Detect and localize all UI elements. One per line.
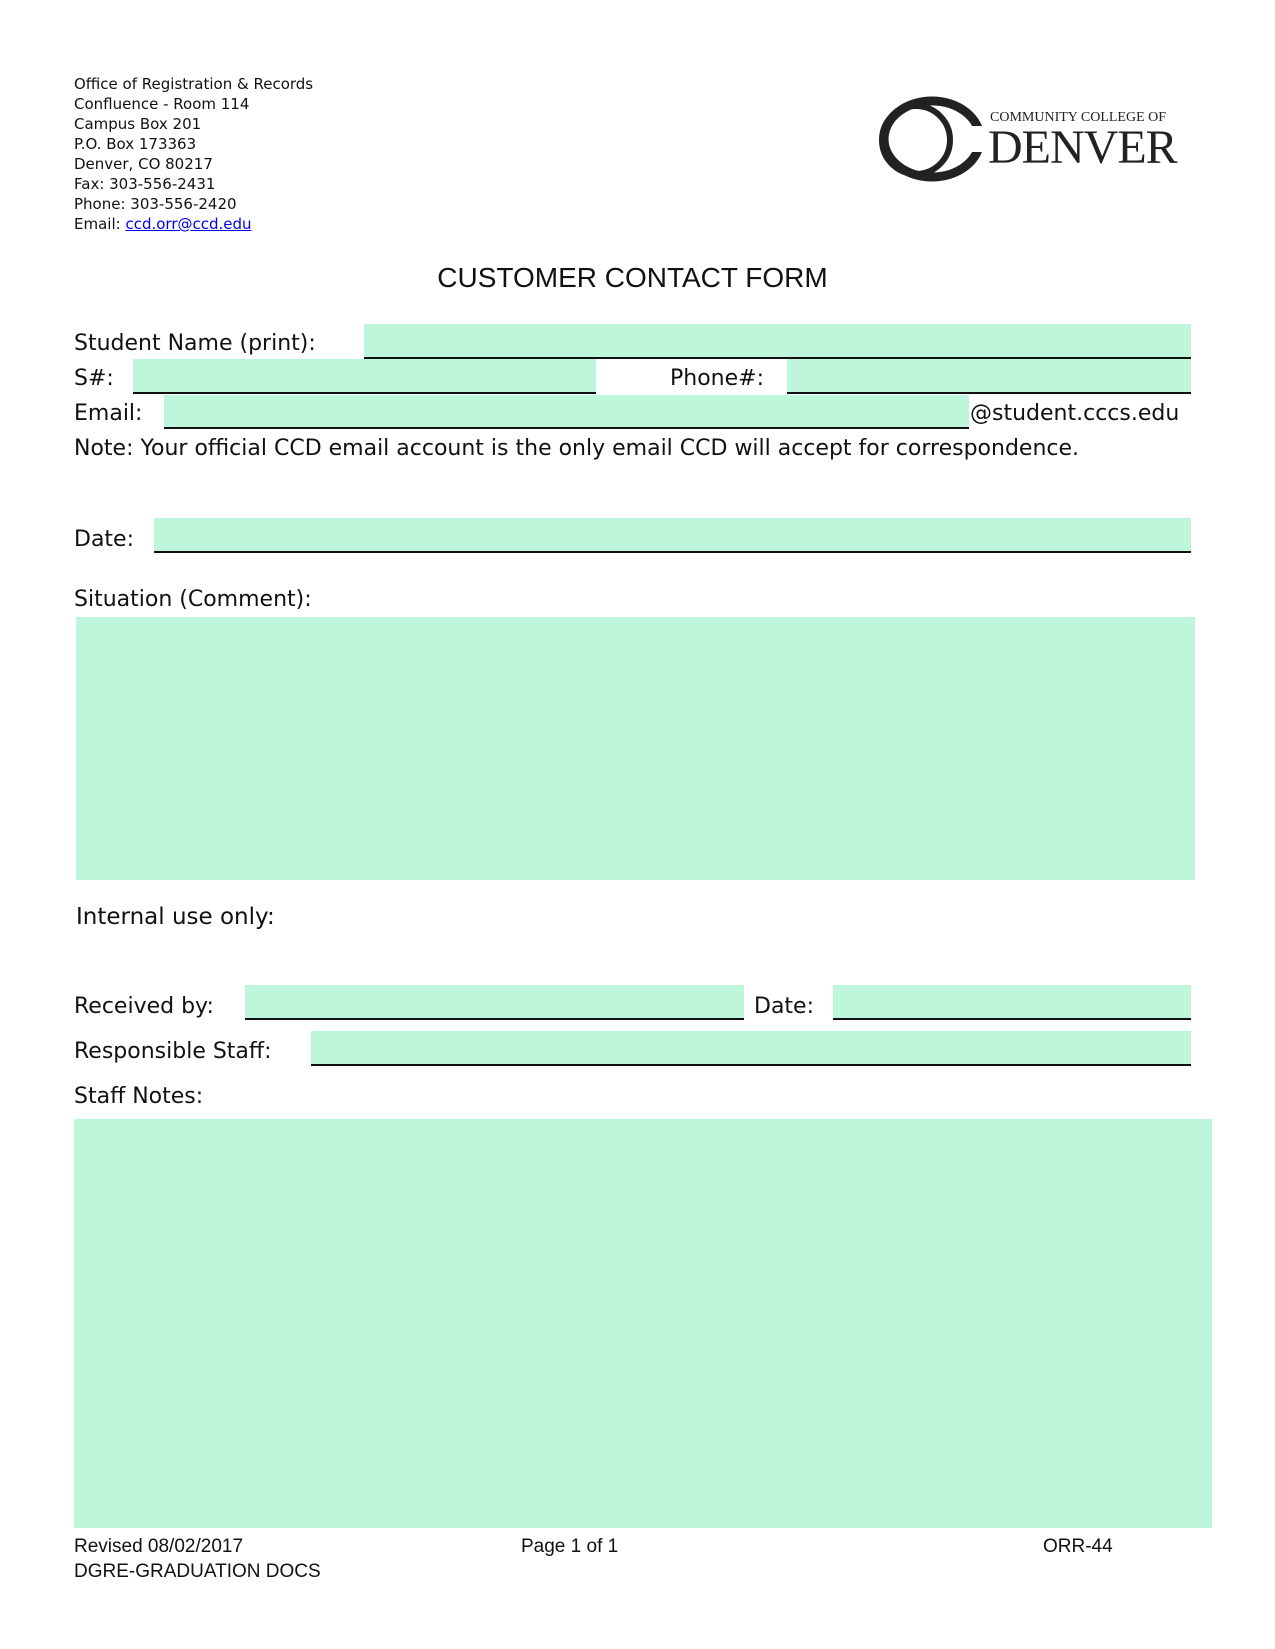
situation-textarea[interactable] — [76, 617, 1195, 880]
situation-label: Situation (Comment): — [74, 587, 312, 612]
date-field[interactable] — [154, 518, 1191, 553]
address-email — [74, 214, 252, 234]
date-label: Date: — [74, 527, 134, 552]
snum-label: S#: — [74, 366, 114, 391]
address-line: Campus Box 201 — [74, 115, 202, 133]
logo-swoosh-icon — [874, 96, 984, 182]
email-label: Email: — [74, 401, 143, 426]
address-line: Fax: 303-556-2431 — [74, 175, 216, 193]
email-label: Email: — [74, 215, 121, 233]
form-id: ORR-44 — [1043, 1536, 1113, 1557]
student-name-field[interactable] — [364, 324, 1191, 359]
address-line: Office of Registration & Records — [74, 75, 314, 93]
email-suffix: @student.cccs.edu — [970, 401, 1180, 426]
page-number: Page 1 of 1 — [521, 1536, 619, 1557]
logo-text-top: COMMUNITY COLLEGE OF — [990, 110, 1167, 125]
address-line: P.O. Box 173363 — [74, 135, 197, 153]
staff-notes-label: Staff Notes: — [74, 1084, 204, 1109]
logo-text-main: DENVER — [988, 121, 1177, 174]
address-line: Phone: 303-556-2420 — [74, 195, 237, 213]
department-code: DGRE-GRADUATION DOCS — [74, 1561, 321, 1582]
email-link[interactable]: ccd.orr@ccd.edu — [125, 215, 252, 233]
responsible-staff-field[interactable] — [311, 1031, 1191, 1066]
staff-notes-textarea[interactable] — [74, 1119, 1212, 1528]
received-by-label: Received by: — [74, 994, 214, 1019]
responsible-staff-label: Responsible Staff: — [74, 1039, 272, 1064]
student-name-label: Student Name (print): — [74, 331, 316, 356]
internal-use-heading: Internal use only: — [76, 904, 275, 930]
address-line: Denver, CO 80217 — [74, 155, 213, 173]
received-date-field[interactable] — [833, 985, 1191, 1020]
phone-label: Phone#: — [670, 366, 764, 391]
page-title: CUSTOMER CONTACT FORM — [437, 262, 828, 293]
received-by-field[interactable] — [245, 985, 744, 1020]
address-line: Confluence - Room 114 — [74, 95, 250, 113]
received-date-label: Date: — [754, 994, 814, 1019]
ccd-logo — [874, 96, 1194, 182]
phone-field[interactable] — [787, 359, 1191, 394]
revised-date: Revised 08/02/2017 — [74, 1536, 244, 1557]
email-field[interactable] — [164, 395, 969, 429]
email-note: Note: Your official CCD email account is the only email CCD will accept for correspondence. — [74, 436, 1080, 461]
snum-field[interactable] — [133, 359, 596, 394]
